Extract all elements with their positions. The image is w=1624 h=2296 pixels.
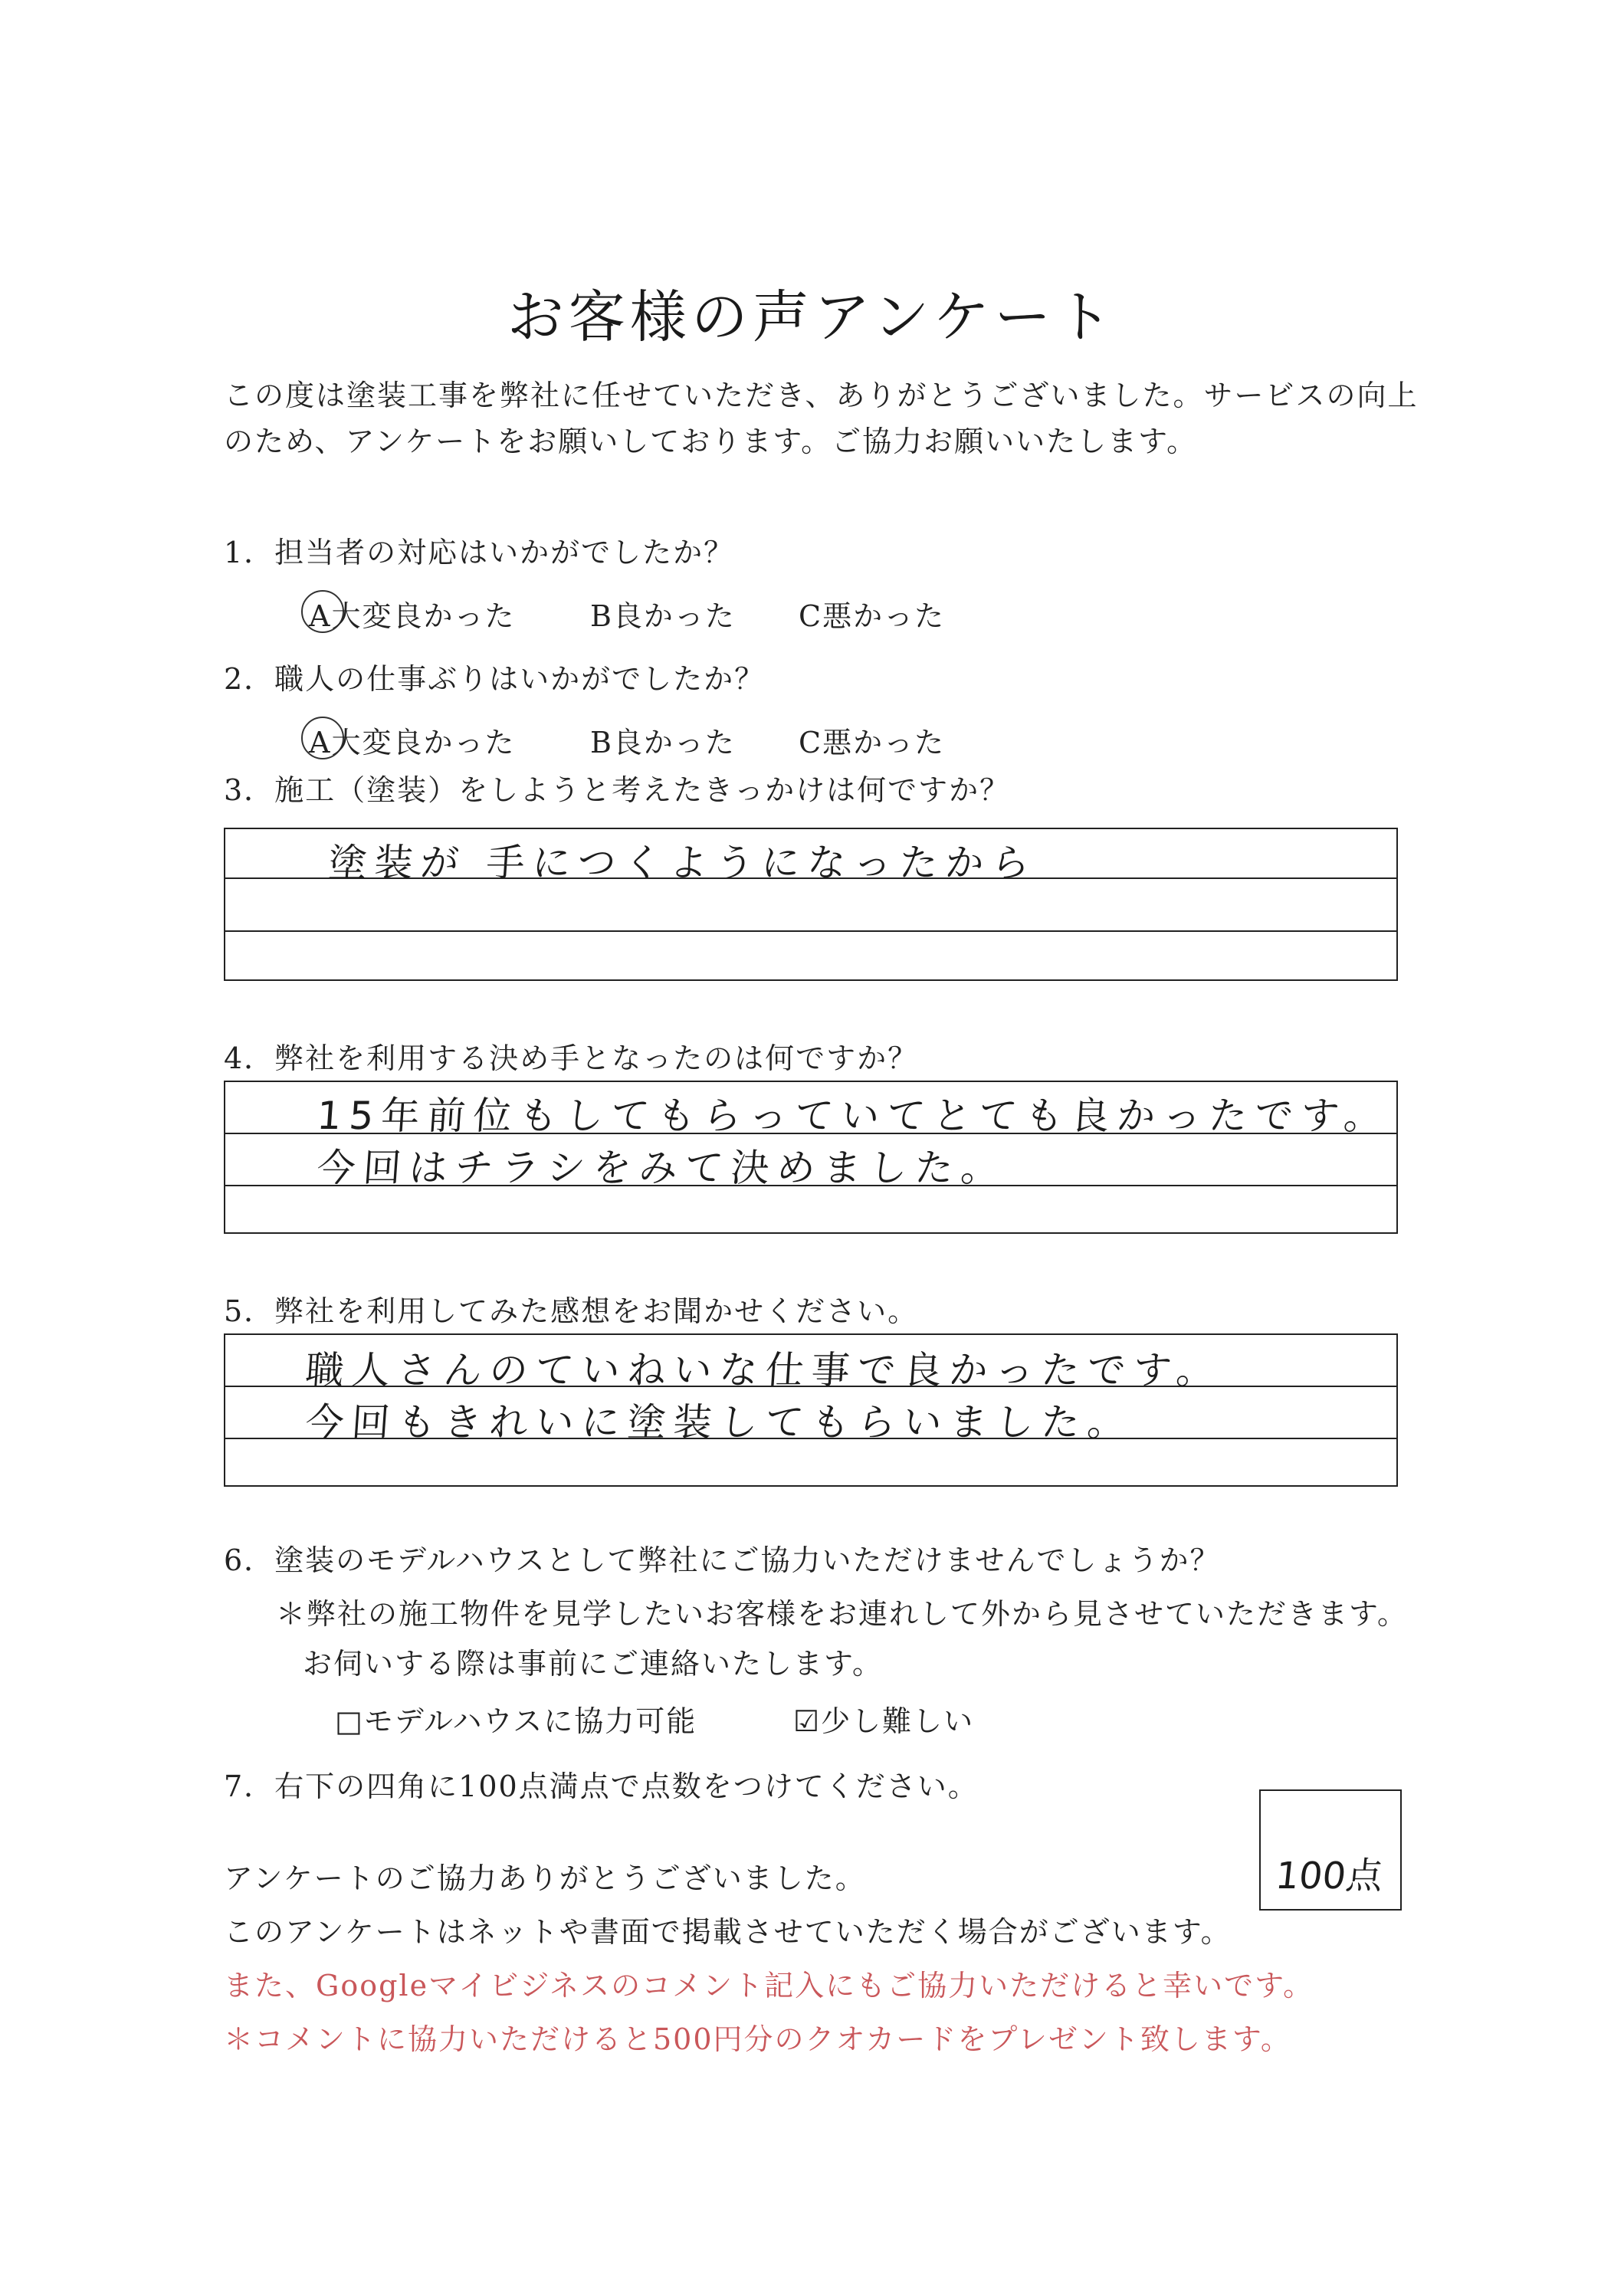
q4-answer-box[interactable] — [224, 1081, 1398, 1234]
question-6: 6．塗装のモデルハウスとして弊社にご協力いただけませんでしょうか？ — [224, 1543, 1221, 1577]
answer-rule — [225, 930, 1396, 932]
question-3: 3．施工（塗装）をしようと考えたきっかけは何ですか？ — [224, 773, 1011, 807]
question-4: 4．弊社を利用する決め手となったのは何ですか？ — [224, 1041, 919, 1075]
q5-answer-box[interactable] — [224, 1333, 1398, 1487]
page-title: お客様の声アンケート — [507, 284, 1117, 350]
q5-handwritten-line-1: 職人さんのていねいな仕事で良かったです。 — [303, 1348, 1224, 1392]
footer-google-request: また、Googleマイビジネスのコメント記入にもご協力いただけると幸いです。 — [224, 1969, 1314, 2002]
q1-option-b[interactable]: B良かった — [590, 599, 736, 633]
q6-option-difficult[interactable]: ☑少し難しい — [793, 1704, 975, 1738]
question-7: 7．右下の四角に100点満点で点数をつけてください。 — [224, 1770, 979, 1803]
question-2: 2．職人の仕事ぶりはいかがでしたか？ — [224, 662, 766, 696]
question-1: 1．担当者の対応はいかがでしたか？ — [224, 536, 735, 569]
q4-handwritten-line-1: 15年前位もしてもらっていてとても良かったです。 — [315, 1094, 1392, 1138]
q6-note-line-2: お伺いする際は事前にご連絡いたします。 — [303, 1647, 883, 1681]
intro-line-1: この度は塗装工事を弊社に任せていただき、ありがとうございました。サービスの向上 — [224, 379, 1419, 412]
intro-line-2: のため、アンケートをお願いしております。ご協力お願いいたします。 — [224, 425, 1198, 458]
q3-handwritten-line-1: 塗装が 手につくようになったから — [326, 841, 1039, 885]
q2-option-b[interactable]: B良かった — [590, 726, 736, 759]
q4-handwritten-line-2: 今回はチラシをみて決めました。 — [315, 1146, 1009, 1190]
q2-option-c[interactable]: C悪かった — [799, 726, 946, 759]
question-5: 5．弊社を利用してみた感想をお聞かせください。 — [224, 1294, 919, 1328]
score-box[interactable] — [1259, 1789, 1402, 1911]
q1-option-c[interactable]: C悪かった — [799, 599, 946, 633]
footer-publish-note: このアンケートはネットや書面で掲載させていただく場合がございます。 — [224, 1915, 1232, 1949]
q1-option-a[interactable]: A大変良かった — [309, 599, 516, 633]
q2-option-a[interactable]: A大変良かった — [309, 726, 516, 759]
footer-thanks: アンケートのご協力ありがとうございました。 — [224, 1861, 866, 1895]
score-value: 100点 — [1273, 1855, 1386, 1897]
q3-answer-box[interactable] — [224, 828, 1398, 981]
q6-option-model-house[interactable]: □モデルハウスに協力可能 — [335, 1704, 697, 1738]
footer-quo-card-note: ＊コメントに協力いただけると500円分のクオカードをプレゼント致します。 — [224, 2022, 1291, 2056]
q6-note-line-1: ＊弊社の施工物件を見学したいお客様をお連れして外から見させていただきます。 — [276, 1597, 1408, 1631]
q5-handwritten-line-2: 今回もきれいに塗装してもらいました。 — [303, 1400, 1135, 1445]
